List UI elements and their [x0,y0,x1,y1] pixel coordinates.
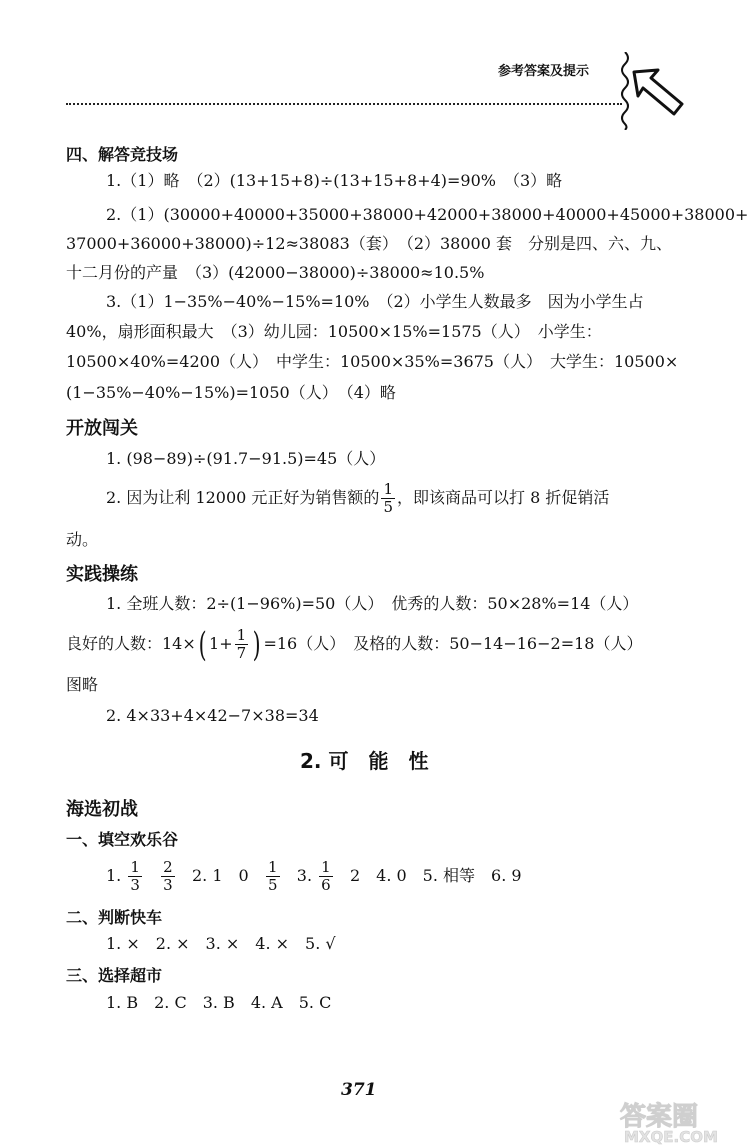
header-dotted-rule [66,103,622,105]
page-number: 371 [341,1080,377,1100]
watermark-logo [616,1095,746,1145]
fraction [128,859,142,894]
fill-answers [106,856,522,896]
practice-line-2 [66,625,642,663]
fill-answer-3-label: 3. [296,866,313,885]
s4-line-6: 40%，扇形面积最大 （3）幼儿园：10500×15%=1575（人） 小学生： [66,322,602,341]
practice-line-2-text: 良好的人数：14× [66,634,196,653]
fraction-denominator: 5 [267,876,278,894]
section-heading-4: 四、解答竞技场 [66,145,179,164]
fill-heading: 一、填空欢乐谷 [66,830,179,849]
practice-line-1: 1. 全班人数：2÷(1−96%)=50（人） 优秀的人数：50×28%=14（人） [106,594,639,613]
s4-line-3: 37000+36000+38000)÷12≈38083（套） （2）38000 套 分别是四、六、九、 [66,234,672,253]
practice-line-4: 2. 4×33+4×42−7×38=34 [106,706,319,725]
fraction [266,859,280,894]
open-line-2 [106,480,609,516]
fraction-denominator: 3 [130,876,140,894]
open-line-2-tail: ，即该商品可以打 8 折促销活 [396,488,610,507]
fill-answer-rest: 2 4. 0 5. 相等 6. 9 [349,866,522,885]
fraction-numerator: 1 [236,626,247,644]
s4-line-8: (1−35%−40%−15%)=1050（人） （4）略 [66,383,396,402]
fraction-denominator: 7 [236,644,247,662]
arrow-icon [632,68,684,116]
open-line-1: 1. (98−89)÷(91.7−91.5)=45（人） [106,449,386,468]
open-line-2-text: 2. 因为让利 12000 元正好为销售额的 [106,488,380,507]
practice-line-2-mid: 1+ [209,634,233,653]
section-heading-practice: 实践操练 [66,564,138,585]
left-parenthesis: ( [198,624,207,665]
fraction-numerator: 1 [267,858,278,876]
fraction-numerator: 1 [383,480,393,498]
right-parenthesis: ) [252,624,261,665]
choice-heading: 三、选择超市 [66,966,163,985]
section-heading-haixuan: 海选初战 [66,799,138,820]
judge-heading: 二、判断快车 [66,908,163,927]
svg-text:MXQE.COM: MXQE.COM [624,1128,718,1145]
fraction-numerator: 1 [130,858,140,876]
fraction-denominator: 5 [383,498,393,516]
s4-line-4: 十二月份的产量 （3）(42000−38000)÷38000≈10.5% [66,263,485,282]
wavy-line-decoration [618,52,632,130]
practice-line-3: 图略 [66,675,99,694]
fraction-denominator: 6 [321,876,331,894]
fraction [319,859,333,894]
s4-line-5: 3.（1）1−35%−40%−15%=10% （2）小学生人数最多 因为小学生占 [106,292,644,311]
s4-line-7: 10500×40%=4200（人） 中学生：10500×35%=3675（人） 大学生：10500× [66,352,679,371]
fraction [161,859,175,894]
fraction [381,481,395,516]
section-heading-open: 开放闯关 [66,418,138,439]
header-label: 参考答案及提示 [498,64,590,79]
fraction-numerator: 2 [163,858,173,876]
chapter-title: 2. 可 能 性 [300,749,429,773]
s4-line-1: 1.（1）略 （2）(13+15+8)÷(13+15+8+4)=90% （3）略 [106,171,563,190]
fill-answer-1-label: 1. [106,866,122,885]
fraction-denominator: 3 [163,876,173,894]
choice-answers: 1. B 2. C 3. B 4. A 5. C [106,993,332,1012]
fraction-numerator: 1 [321,858,331,876]
open-line-3: 动。 [66,530,99,549]
fraction [235,627,249,662]
practice-line-2-tail: =16（人） 及格的人数：50−14−16−2=18（人） [263,634,643,653]
judge-answers: 1. × 2. × 3. × 4. × 5. √ [106,934,336,953]
fill-answer-2: 2. 1 0 [191,866,249,885]
svg-text:答案圈: 答案圈 [620,1102,699,1132]
s4-line-2: 2.（1）(30000+40000+35000+38000+42000+38000+40000+45000+38000+ [106,205,749,224]
